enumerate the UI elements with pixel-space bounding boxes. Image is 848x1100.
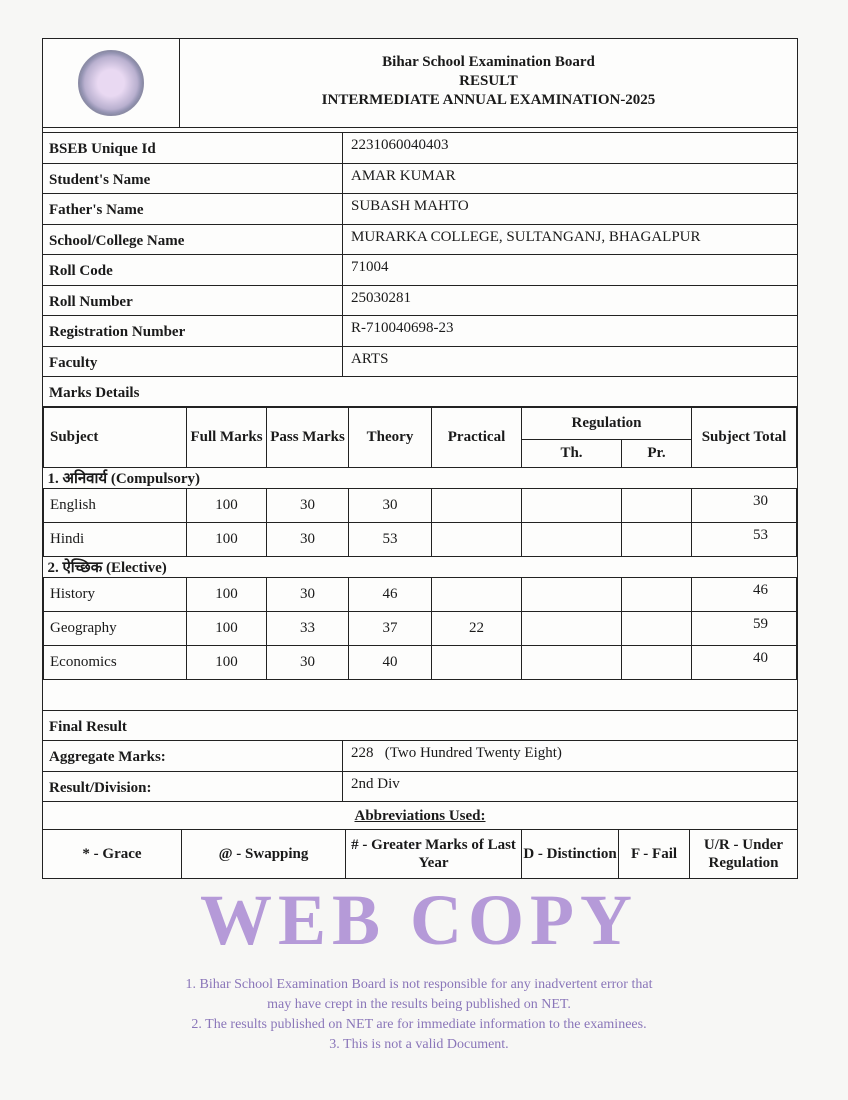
watermark-disclaimer: [42, 975, 796, 1055]
cell-theory: 46: [349, 578, 432, 612]
cell-pass: 33: [267, 612, 349, 646]
cell-name: History: [44, 578, 187, 612]
cell-practical: [432, 646, 522, 680]
doc-type: RESULT: [459, 73, 518, 89]
abbreviation-item: @ - Swapping: [182, 830, 346, 878]
info-row: [43, 286, 797, 317]
cell-pr: [622, 489, 692, 523]
disclaimer-line: 3. This is not a valid Document.: [329, 1037, 509, 1052]
col-pass: Pass Marks: [267, 408, 349, 468]
subject-row: [44, 578, 797, 612]
info-value: ARTS: [351, 350, 389, 367]
info-row: [43, 255, 797, 286]
cell-theory: 30: [349, 489, 432, 523]
cell-theory: 37: [349, 612, 432, 646]
cell-full: 100: [187, 578, 267, 612]
col-subject: Subject: [44, 408, 187, 468]
info-label: Registration Number: [43, 316, 343, 346]
info-value: 25030281: [351, 289, 411, 306]
cell-full: 100: [187, 612, 267, 646]
info-value: SUBASH MAHTO: [351, 198, 469, 214]
col-full: Full Marks: [187, 408, 267, 468]
col-practical: Practical: [432, 408, 522, 468]
cell-name: English: [44, 489, 187, 523]
abbreviations-title: Abbreviations Used:: [43, 802, 797, 830]
student-info: [43, 133, 797, 377]
cell-total: 40: [692, 646, 797, 680]
info-row: [43, 133, 797, 164]
aggregate-row: [43, 741, 797, 772]
abbreviation-item: U/R - Under Regulation: [703, 837, 784, 871]
cell-pass: 30: [267, 523, 349, 557]
info-row: [43, 316, 797, 347]
division-value: 2nd Div: [351, 775, 400, 792]
info-label: Father's Name: [43, 194, 343, 224]
subject-row: [44, 489, 797, 523]
group-row: [44, 557, 797, 578]
abbreviation-item: D - Distinction: [522, 830, 619, 878]
cell-pr: [622, 523, 692, 557]
group-title: 1. अनिवार्य (Compulsory): [44, 468, 797, 489]
info-label: Faculty: [43, 347, 343, 377]
cell-th: [522, 646, 622, 680]
cell-th: [522, 578, 622, 612]
cell-practical: [432, 523, 522, 557]
division-label: Result/Division:: [43, 772, 343, 802]
header: [43, 39, 797, 128]
cell-th: [522, 612, 622, 646]
info-label: Student's Name: [43, 164, 343, 194]
cell-th: [522, 523, 622, 557]
info-row: [43, 225, 797, 256]
col-total: Subject Total: [692, 408, 797, 468]
aggregate-value: 228: [351, 745, 374, 761]
final-title: Final Result: [43, 711, 797, 741]
col-pr: Pr.: [622, 440, 692, 468]
info-label: School/College Name: [43, 225, 343, 255]
info-value: MURARKA COLLEGE, SULTANGANJ, BHAGALPUR: [351, 228, 701, 245]
cell-theory: 40: [349, 646, 432, 680]
disclaimer-line: 2. The results published on NET are for immediate information to the examinees.: [191, 1017, 647, 1032]
info-value: 2231060040403: [351, 137, 449, 153]
info-row: [43, 164, 797, 195]
spacer-row: [43, 680, 797, 711]
cell-full: 100: [187, 523, 267, 557]
cell-th: [522, 489, 622, 523]
result-sheet: [42, 38, 798, 879]
info-label: Roll Code: [43, 255, 343, 285]
cell-pr: [622, 578, 692, 612]
info-row: [43, 194, 797, 225]
abbreviation-item: # - Greater Marks of Last Year: [346, 830, 522, 878]
disclaimer-line: 1. Bihar School Examination Board is not responsible for any inadvertent error that: [185, 977, 653, 992]
info-value: R-710040698-23: [351, 320, 454, 336]
info-row: [43, 347, 797, 378]
cell-pass: 30: [267, 578, 349, 612]
cell-practical: [432, 489, 522, 523]
cell-pr: [622, 646, 692, 680]
info-value: AMAR KUMAR: [351, 167, 456, 184]
subject-row: [44, 612, 797, 646]
division-row: [43, 772, 797, 803]
abbreviations-row: [43, 830, 797, 878]
header-title: [180, 39, 797, 127]
subject-row: [44, 523, 797, 557]
cell-name: Economics: [44, 646, 187, 680]
col-th: Th.: [522, 440, 622, 468]
cell-pass: 30: [267, 646, 349, 680]
cell-theory: 53: [349, 523, 432, 557]
exam-name: INTERMEDIATE ANNUAL EXAMINATION-2025: [321, 92, 656, 108]
cell-pr: [622, 612, 692, 646]
board-name: Bihar School Examination Board: [382, 54, 595, 70]
group-title: 2. ऐच्छिक (Elective): [44, 557, 797, 578]
board-logo: [43, 39, 180, 127]
marks-table: [43, 407, 797, 680]
info-value: 71004: [351, 259, 389, 275]
group-row: [44, 468, 797, 489]
watermark: WEB COPY: [199, 880, 639, 960]
seal-icon: [78, 50, 144, 116]
col-regulation: Regulation: [522, 408, 692, 440]
cell-total: 53: [692, 523, 797, 557]
cell-pass: 30: [267, 489, 349, 523]
abbreviation-item: * - Grace: [43, 830, 182, 878]
cell-total: 30: [692, 489, 797, 523]
abbreviation-item: F - Fail: [619, 830, 690, 878]
col-theory: Theory: [349, 408, 432, 468]
cell-practical: [432, 578, 522, 612]
marks-title: Marks Details: [43, 377, 797, 407]
cell-name: Geography: [44, 612, 187, 646]
disclaimer-line: may have crept in the results being published on NET.: [267, 997, 571, 1012]
info-label: BSEB Unique Id: [43, 133, 343, 163]
cell-name: Hindi: [44, 523, 187, 557]
cell-total: 46: [692, 578, 797, 612]
cell-full: 100: [187, 489, 267, 523]
aggregate-label: Aggregate Marks:: [43, 741, 343, 771]
cell-full: 100: [187, 646, 267, 680]
info-label: Roll Number: [43, 286, 343, 316]
aggregate-words: (Two Hundred Twenty Eight): [384, 745, 562, 761]
cell-practical: 22: [432, 612, 522, 646]
subject-row: [44, 646, 797, 680]
cell-total: 59: [692, 612, 797, 646]
